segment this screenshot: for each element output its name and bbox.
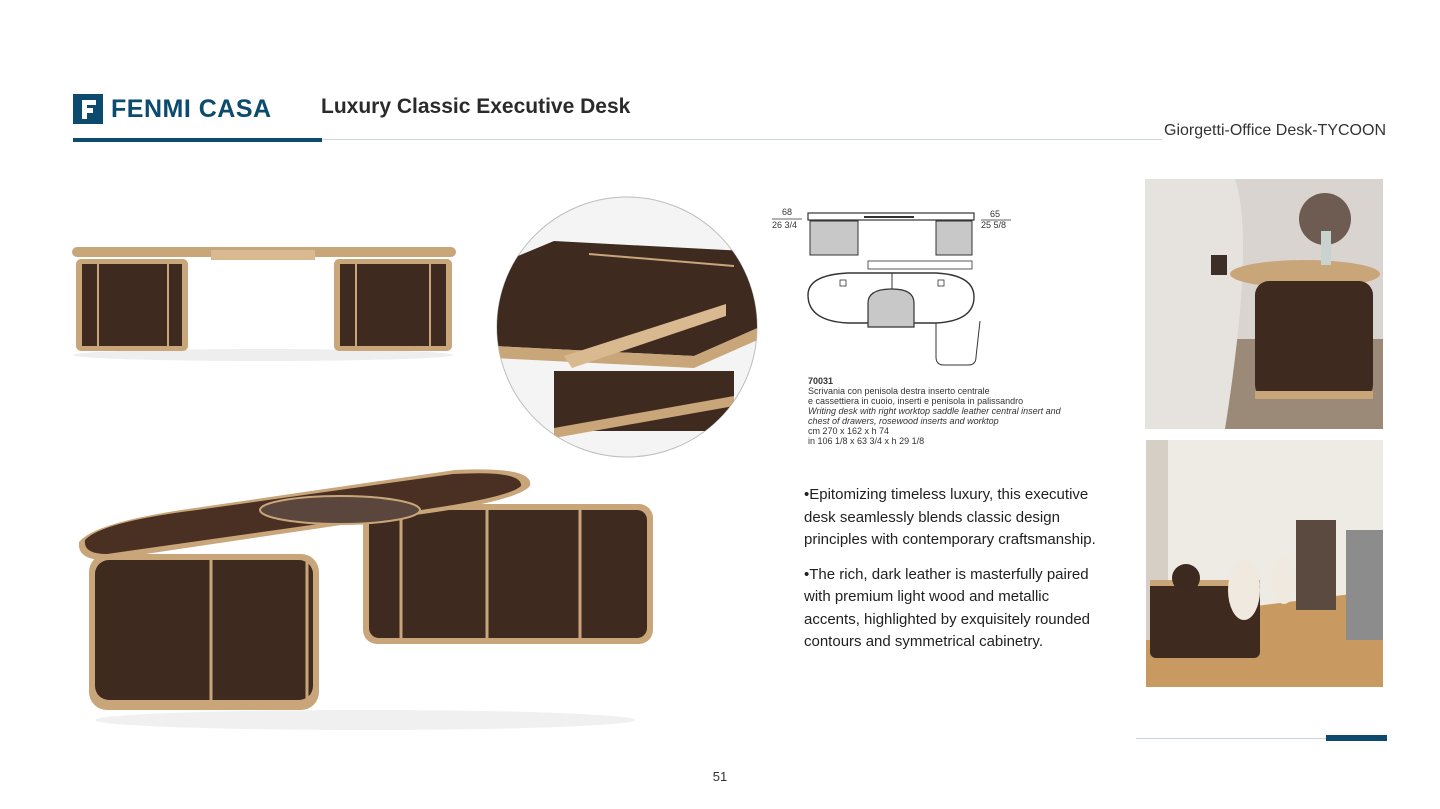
spec-dim-left-top: 68 (782, 207, 793, 217)
description-bullet-1: •Epitomizing timeless luxury, this executive desk seamlessly blends classic design principles with contemporary craftsmanship. (804, 486, 1096, 548)
brand-name: FENMI CASA (111, 94, 272, 123)
footer-accent-rule (1326, 735, 1387, 741)
spec-line-1: Scrivania con penisola destra inserto centrale (808, 386, 990, 396)
desk-front-view-image (68, 240, 463, 365)
product-description (804, 484, 1109, 666)
spec-line-2: e cassettiera in cuoio, inserti e penisola in palissandro (808, 396, 1024, 406)
room-photo-closeup (1145, 179, 1383, 429)
product-subtitle: Giorgetti-Office Desk-TYCOON (1164, 122, 1386, 139)
desk-perspective-image (75, 462, 660, 734)
footer-divider (1136, 738, 1326, 739)
spec-caption (808, 376, 1061, 446)
header-divider (322, 139, 1162, 140)
description-bullet-2: •The rich, dark leather is masterfully paired with premium light wood and metallic accents, highlighted by exquisitely rounded contours and symmetrical cabinetry. (804, 565, 1091, 650)
page-title: Luxury Classic Executive Desk (321, 95, 631, 118)
desk-spec-drawing (768, 205, 1018, 370)
logo-f-icon (73, 94, 103, 124)
header-accent-rule (73, 138, 322, 142)
spec-dim-right-bottom: 25 5/8 (981, 220, 1007, 230)
spec-line-5: cm 270 x 162 x h 74 (808, 426, 890, 436)
spec-line-3: Writing desk with right worktop saddle leather central insert and (808, 406, 1061, 416)
spec-code: 70031 (808, 376, 834, 386)
spec-dim-right-top: 65 (990, 209, 1001, 219)
brand-logo (73, 92, 272, 126)
page-number: 51 (712, 769, 728, 784)
desk-detail-circle-image (494, 196, 762, 460)
spec-dim-left-bottom: 26 3/4 (772, 220, 798, 230)
spec-line-4: chest of drawers, rosewood inserts and worktop (808, 416, 999, 426)
spec-line-6: in 106 1/8 x 63 3/4 x h 29 1/8 (808, 436, 925, 446)
room-photo-office (1146, 440, 1383, 687)
